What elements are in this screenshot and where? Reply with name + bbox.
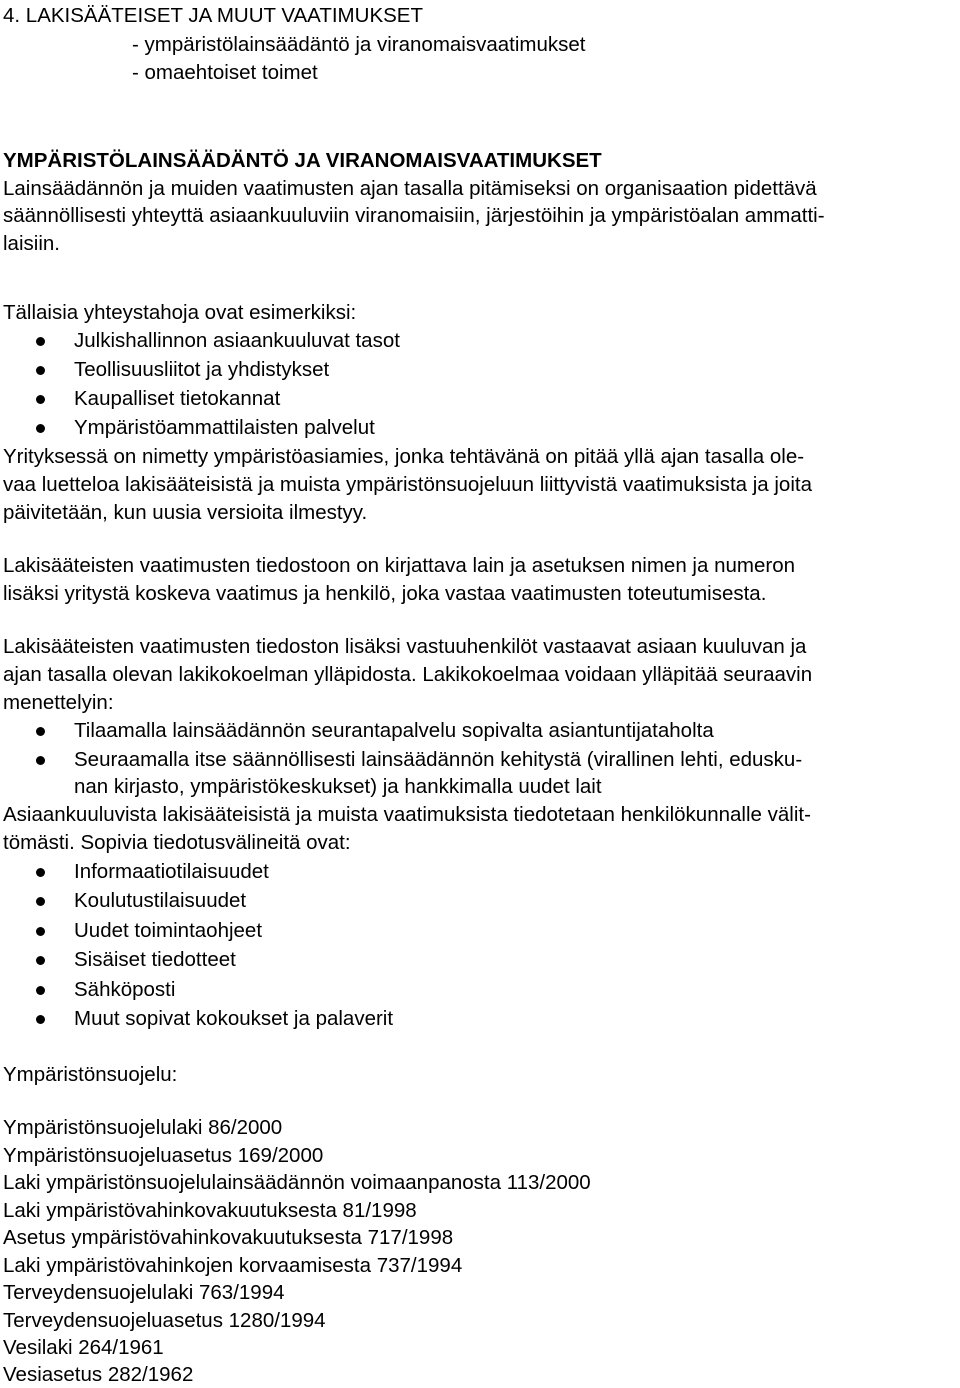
section-heading: YMPÄRISTÖLAINSÄÄDÄNTÖ JA VIRANOMAISVAATIMUKSET	[3, 149, 602, 172]
paragraph-line: Asiaankuuluvista lakisääteisistä ja muista vaatimuksista tiedotetaan henkilökunnalle välit-	[3, 803, 811, 826]
document-title: 4. LAKISÄÄTEISET JA MUUT VAATIMUKSET	[3, 4, 423, 27]
list-lead: Tällaisia yhteystahoja ovat esimerkiksi:	[3, 301, 357, 324]
law-item: Vesiasetus 282/1962	[3, 1363, 194, 1386]
bullet-icon	[36, 1015, 45, 1024]
list-item: Seuraamalla itse säännöllisesti lainsäädännön kehitystä (virallinen lehti, edusku-	[74, 748, 803, 771]
list-item: Kaupalliset tietokannat	[74, 387, 281, 410]
list-item-continuation: nan kirjasto, ympäristökeskukset) ja hankkimalla uudet lait	[74, 775, 602, 798]
subtitle-line: - ympäristölainsäädäntö ja viranomaisvaatimukset	[132, 33, 586, 56]
list-item: Julkishallinnon asiaankuuluvat tasot	[74, 329, 400, 352]
law-item: Laki ympäristövahinkojen korvaamisesta 737/1994	[3, 1254, 463, 1277]
subtitle-line: - omaehtoiset toimet	[132, 61, 318, 84]
list-item: Uudet toimintaohjeet	[74, 919, 263, 942]
paragraph-line: Lakisääteisten vaatimusten tiedoston lisäksi vastuuhenkilöt vastaavat asiaan kuuluvan ja	[3, 635, 807, 658]
paragraph-line: säännöllisesti yhteyttä asiaankuuluviin viranomaisiin, järjestöihin ja ympäristöalan ammatti-	[3, 204, 825, 227]
bullet-icon	[36, 337, 45, 346]
paragraph-line: ajan tasalla olevan lakikokoelman ylläpidosta. Lakikokoelmaa voidaan ylläpitää seuraavin	[3, 663, 813, 686]
list-item: Teollisuusliitot ja yhdistykset	[74, 358, 330, 381]
list-item: Tilaamalla lainsäädännön seurantapalvelu sopivalta asiantuntijataholta	[74, 719, 714, 742]
list-item: Koulutustilaisuudet	[74, 889, 247, 912]
law-item: Laki ympäristövahinkovakuutuksesta 81/1998	[3, 1199, 417, 1222]
bullet-icon	[36, 897, 45, 906]
law-item: Ympäristönsuojeluasetus 169/2000	[3, 1144, 324, 1167]
law-item: Terveydensuojelulaki 763/1994	[3, 1281, 285, 1304]
list-item: Muut sopivat kokoukset ja palaverit	[74, 1007, 394, 1030]
law-item: Ympäristönsuojelulaki 86/2000	[3, 1116, 283, 1139]
bullet-icon	[36, 727, 45, 736]
list-item: Sisäiset tiedotteet	[74, 948, 236, 971]
bullet-icon	[36, 366, 45, 375]
bullet-icon	[36, 756, 45, 765]
paragraph-line: tömästi. Sopivia tiedotusvälineitä ovat:	[3, 831, 351, 854]
bullet-icon	[36, 868, 45, 877]
section-heading: Ympäristönsuojelu:	[3, 1063, 178, 1086]
bullet-icon	[36, 956, 45, 965]
law-item: Asetus ympäristövahinkovakuutuksesta 717/1998	[3, 1226, 454, 1249]
paragraph-line: Lainsäädännön ja muiden vaatimusten ajan tasalla pitämiseksi on organisaation pidettävä	[3, 177, 817, 200]
paragraph-line: Yrityksessä on nimetty ympäristöasiamies, jonka tehtävänä on pitää yllä ajan tasalla ole-	[3, 445, 805, 468]
list-item: Informaatiotilaisuudet	[74, 860, 269, 883]
list-item: Sähköposti	[74, 978, 176, 1001]
bullet-icon	[36, 927, 45, 936]
bullet-icon	[36, 986, 45, 995]
bullet-icon	[36, 424, 45, 433]
paragraph-line: Lakisääteisten vaatimusten tiedostoon on kirjattava lain ja asetuksen nimen ja numeron	[3, 554, 795, 577]
paragraph-line: vaa luetteloa lakisääteisistä ja muista ympäristönsuojeluun liittyvistä vaatimuksista ja joita	[3, 473, 812, 496]
law-item: Terveydensuojeluasetus 1280/1994	[3, 1309, 326, 1332]
law-item: Vesilaki 264/1961	[3, 1336, 164, 1359]
paragraph-line: menettelyin:	[3, 691, 114, 714]
law-item: Laki ympäristönsuojelulainsäädännön voimaanpanosta 113/2000	[3, 1171, 591, 1194]
list-item: Ympäristöammattilaisten palvelut	[74, 416, 375, 439]
paragraph-line: päivitetään, kun uusia versioita ilmestyy.	[3, 501, 368, 524]
bullet-icon	[36, 395, 45, 404]
paragraph-line: lisäksi yritystä koskeva vaatimus ja henkilö, joka vastaa vaatimusten toteutumisesta.	[3, 582, 767, 605]
paragraph-line: laisiin.	[3, 232, 60, 255]
